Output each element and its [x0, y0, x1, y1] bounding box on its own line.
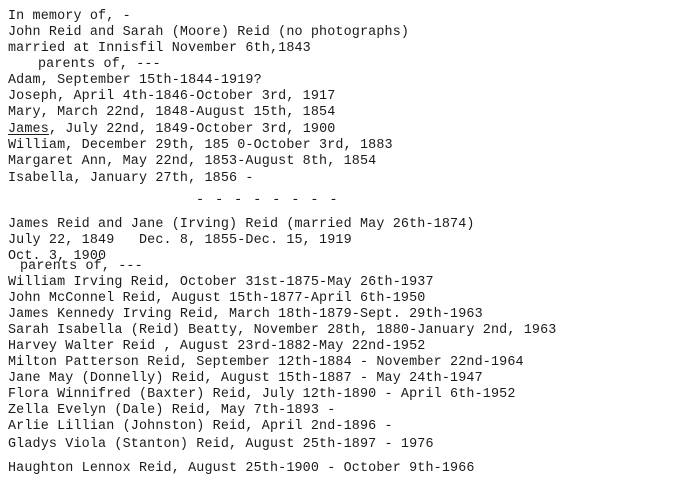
parents-of-label-2: parents of, --- — [20, 259, 143, 274]
child-entry-james — [8, 123, 335, 136]
child-entry-gladys-viola: Gladys Viola (Stanton) Reid, August 25th-1897 - 1976 — [8, 437, 434, 452]
underlined-name-james: James — [8, 122, 49, 137]
dates-line: July 22, 1849 Dec. 8, 1855-Dec. 15, 1919 — [8, 233, 352, 248]
child-entry-william: William, December 29th, 185 0-October 3rd, 1883 — [8, 138, 393, 153]
child-entry-margaret: Margaret Ann, May 22nd, 1853-August 8th, 1854 — [8, 154, 377, 169]
child-entry-jane-may: Jane May (Donnelly) Reid, August 15th-1887 - May 24th-1947 — [8, 371, 483, 386]
marriage-line: married at Innisfil November 6th,1843 — [8, 41, 311, 56]
child-entry-mary: Mary, March 22nd, 1848-August 15th, 1854 — [8, 105, 336, 120]
memorial-heading: In memory of, - — [8, 9, 131, 24]
child-entry-harvey-walter: Harvey Walter Reid , August 23rd-1882-May 22nd-1952 — [8, 339, 426, 354]
child-entry-zella-evelyn: Zella Evelyn (Dale) Reid, May 7th-1893 - — [8, 403, 336, 418]
second-couple-line: James Reid and Jane (Irving) Reid (married May 26th-1874) — [8, 217, 475, 232]
section-separator: - - - - - - - - — [196, 193, 340, 208]
first-couple-line: John Reid and Sarah (Moore) Reid (no photographs) — [8, 25, 410, 40]
child-entry-haughton-lennox: Haughton Lennox Reid, August 25th-1900 - October 9th-1966 — [8, 461, 475, 476]
child-entry-arlie-lillian: Arlie Lillian (Johnston) Reid, April 2nd-1896 - — [8, 419, 393, 434]
child-entry-william-irving: William Irving Reid, October 31st-1875-May 26th-1937 — [8, 275, 434, 290]
extra-date-line: Oct. 3, 1900 — [8, 249, 107, 264]
child-entry-john-mcconnel: John McConnel Reid, August 15th-1877-April 6th-1950 — [8, 291, 426, 306]
child-entry-james-kennedy: James Kennedy Irving Reid, March 18th-1879-Sept. 29th-1963 — [8, 307, 483, 322]
child-entry-sarah-isabella: Sarah Isabella (Reid) Beatty, November 28th, 1880-January 2nd, 1963 — [8, 323, 557, 338]
child-entry-flora-winnifred: Flora Winnifred (Baxter) Reid, July 12th-1890 - April 6th-1952 — [8, 387, 516, 402]
child-entry-james-dates: , July 22nd, 1849-October 3rd, 1900 — [48, 122, 336, 137]
child-entry-adam: Adam, September 15th-1844-1919? — [8, 73, 262, 88]
child-entry-isabella: Isabella, January 27th, 1856 - — [8, 171, 254, 186]
child-entry-milton-patterson: Milton Patterson Reid, September 12th-1884 - November 22nd-1964 — [8, 355, 524, 370]
child-entry-joseph: Joseph, April 4th-1846-October 3rd, 1917 — [8, 89, 336, 104]
parents-of-label-1: parents of, --- — [38, 57, 161, 72]
